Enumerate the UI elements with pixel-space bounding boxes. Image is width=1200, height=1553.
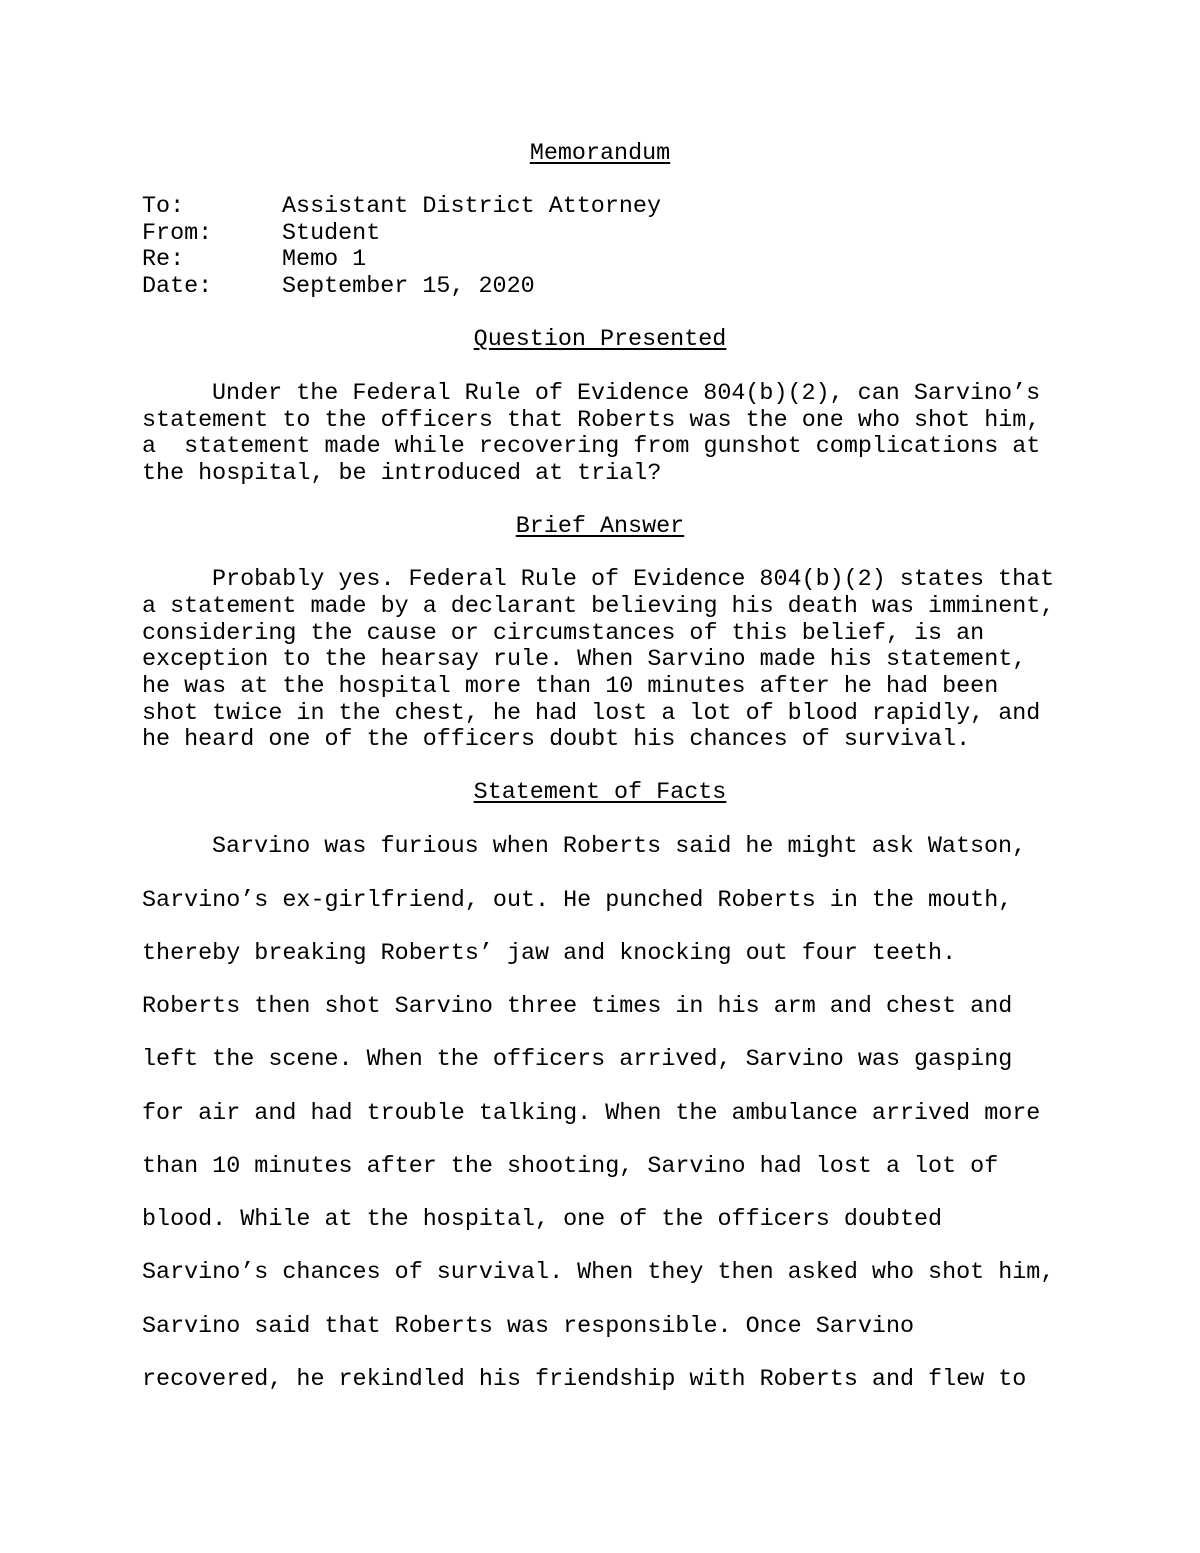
header-value-date: September 15, 2020 (282, 274, 535, 300)
memo-title: Memorandum (529, 141, 671, 167)
paragraph-line: Probably yes. Federal Rule of Evidence 804(b)(2) states that (212, 567, 1055, 593)
paragraph-line: the hospital, be introduced at trial? (142, 461, 662, 487)
paragraph-line: blood. While at the hospital, one of the officers doubted (142, 1207, 943, 1233)
header-value-re: Memo 1 (282, 247, 367, 273)
header-value-from: Student (282, 221, 381, 247)
paragraph-line: Roberts then shot Sarvino three times in his arm and chest and (142, 994, 1013, 1020)
paragraph-line: recovered, he rekindled his friendship with Roberts and flew to (142, 1367, 1027, 1393)
paragraph-line: Under the Federal Rule of Evidence 804(b)(2), can Sarvino’s (212, 381, 1041, 407)
paragraph-line: Sarvino said that Roberts was responsible. Once Sarvino (142, 1314, 915, 1340)
paragraph-line: considering the cause or circumstances of this belief, is an (142, 621, 985, 647)
paragraph-line: exception to the hearsay rule. When Sarvino made his statement, (142, 647, 1027, 673)
header-label-to: To: (142, 194, 185, 220)
header-label-re: Re: (142, 247, 185, 273)
paragraph-line: than 10 minutes after the shooting, Sarvino had lost a lot of (142, 1154, 999, 1180)
header-value-to: Assistant District Attorney (282, 194, 661, 220)
paragraph-line: a statement made by a declarant believing his death was imminent, (142, 594, 1055, 620)
paragraph-line: Sarvino’s chances of survival. When they then asked who shot him, (142, 1260, 1055, 1286)
paragraph-line: statement to the officers that Roberts was the one who shot him, (142, 408, 1041, 434)
paragraph-line: Sarvino’s ex-girlfriend, out. He punched Roberts in the mouth, (142, 888, 1013, 914)
paragraph-line: thereby breaking Roberts’ jaw and knocking out four teeth. (142, 941, 957, 967)
paragraph-line: shot twice in the chest, he had lost a lot of blood rapidly, and (142, 701, 1041, 727)
paragraph-line: for air and had trouble talking. When the ambulance arrived more (142, 1101, 1041, 1127)
header-label-date: Date: (142, 274, 213, 300)
heading-brief-answer: Brief Answer (515, 514, 685, 540)
paragraph-line: he heard one of the officers doubt his chances of survival. (142, 727, 971, 753)
paragraph-line: Sarvino was furious when Roberts said he might ask Watson, (212, 834, 1027, 860)
paragraph-line: left the scene. When the officers arrived, Sarvino was gasping (142, 1047, 1013, 1073)
paragraph-line: he was at the hospital more than 10 minutes after he had been (142, 674, 999, 700)
header-label-from: From: (142, 221, 213, 247)
paragraph-line: a statement made while recovering from gunshot complications at (142, 434, 1041, 460)
heading-question-presented: Question Presented (473, 327, 727, 353)
heading-statement-of-facts: Statement of Facts (473, 780, 727, 806)
